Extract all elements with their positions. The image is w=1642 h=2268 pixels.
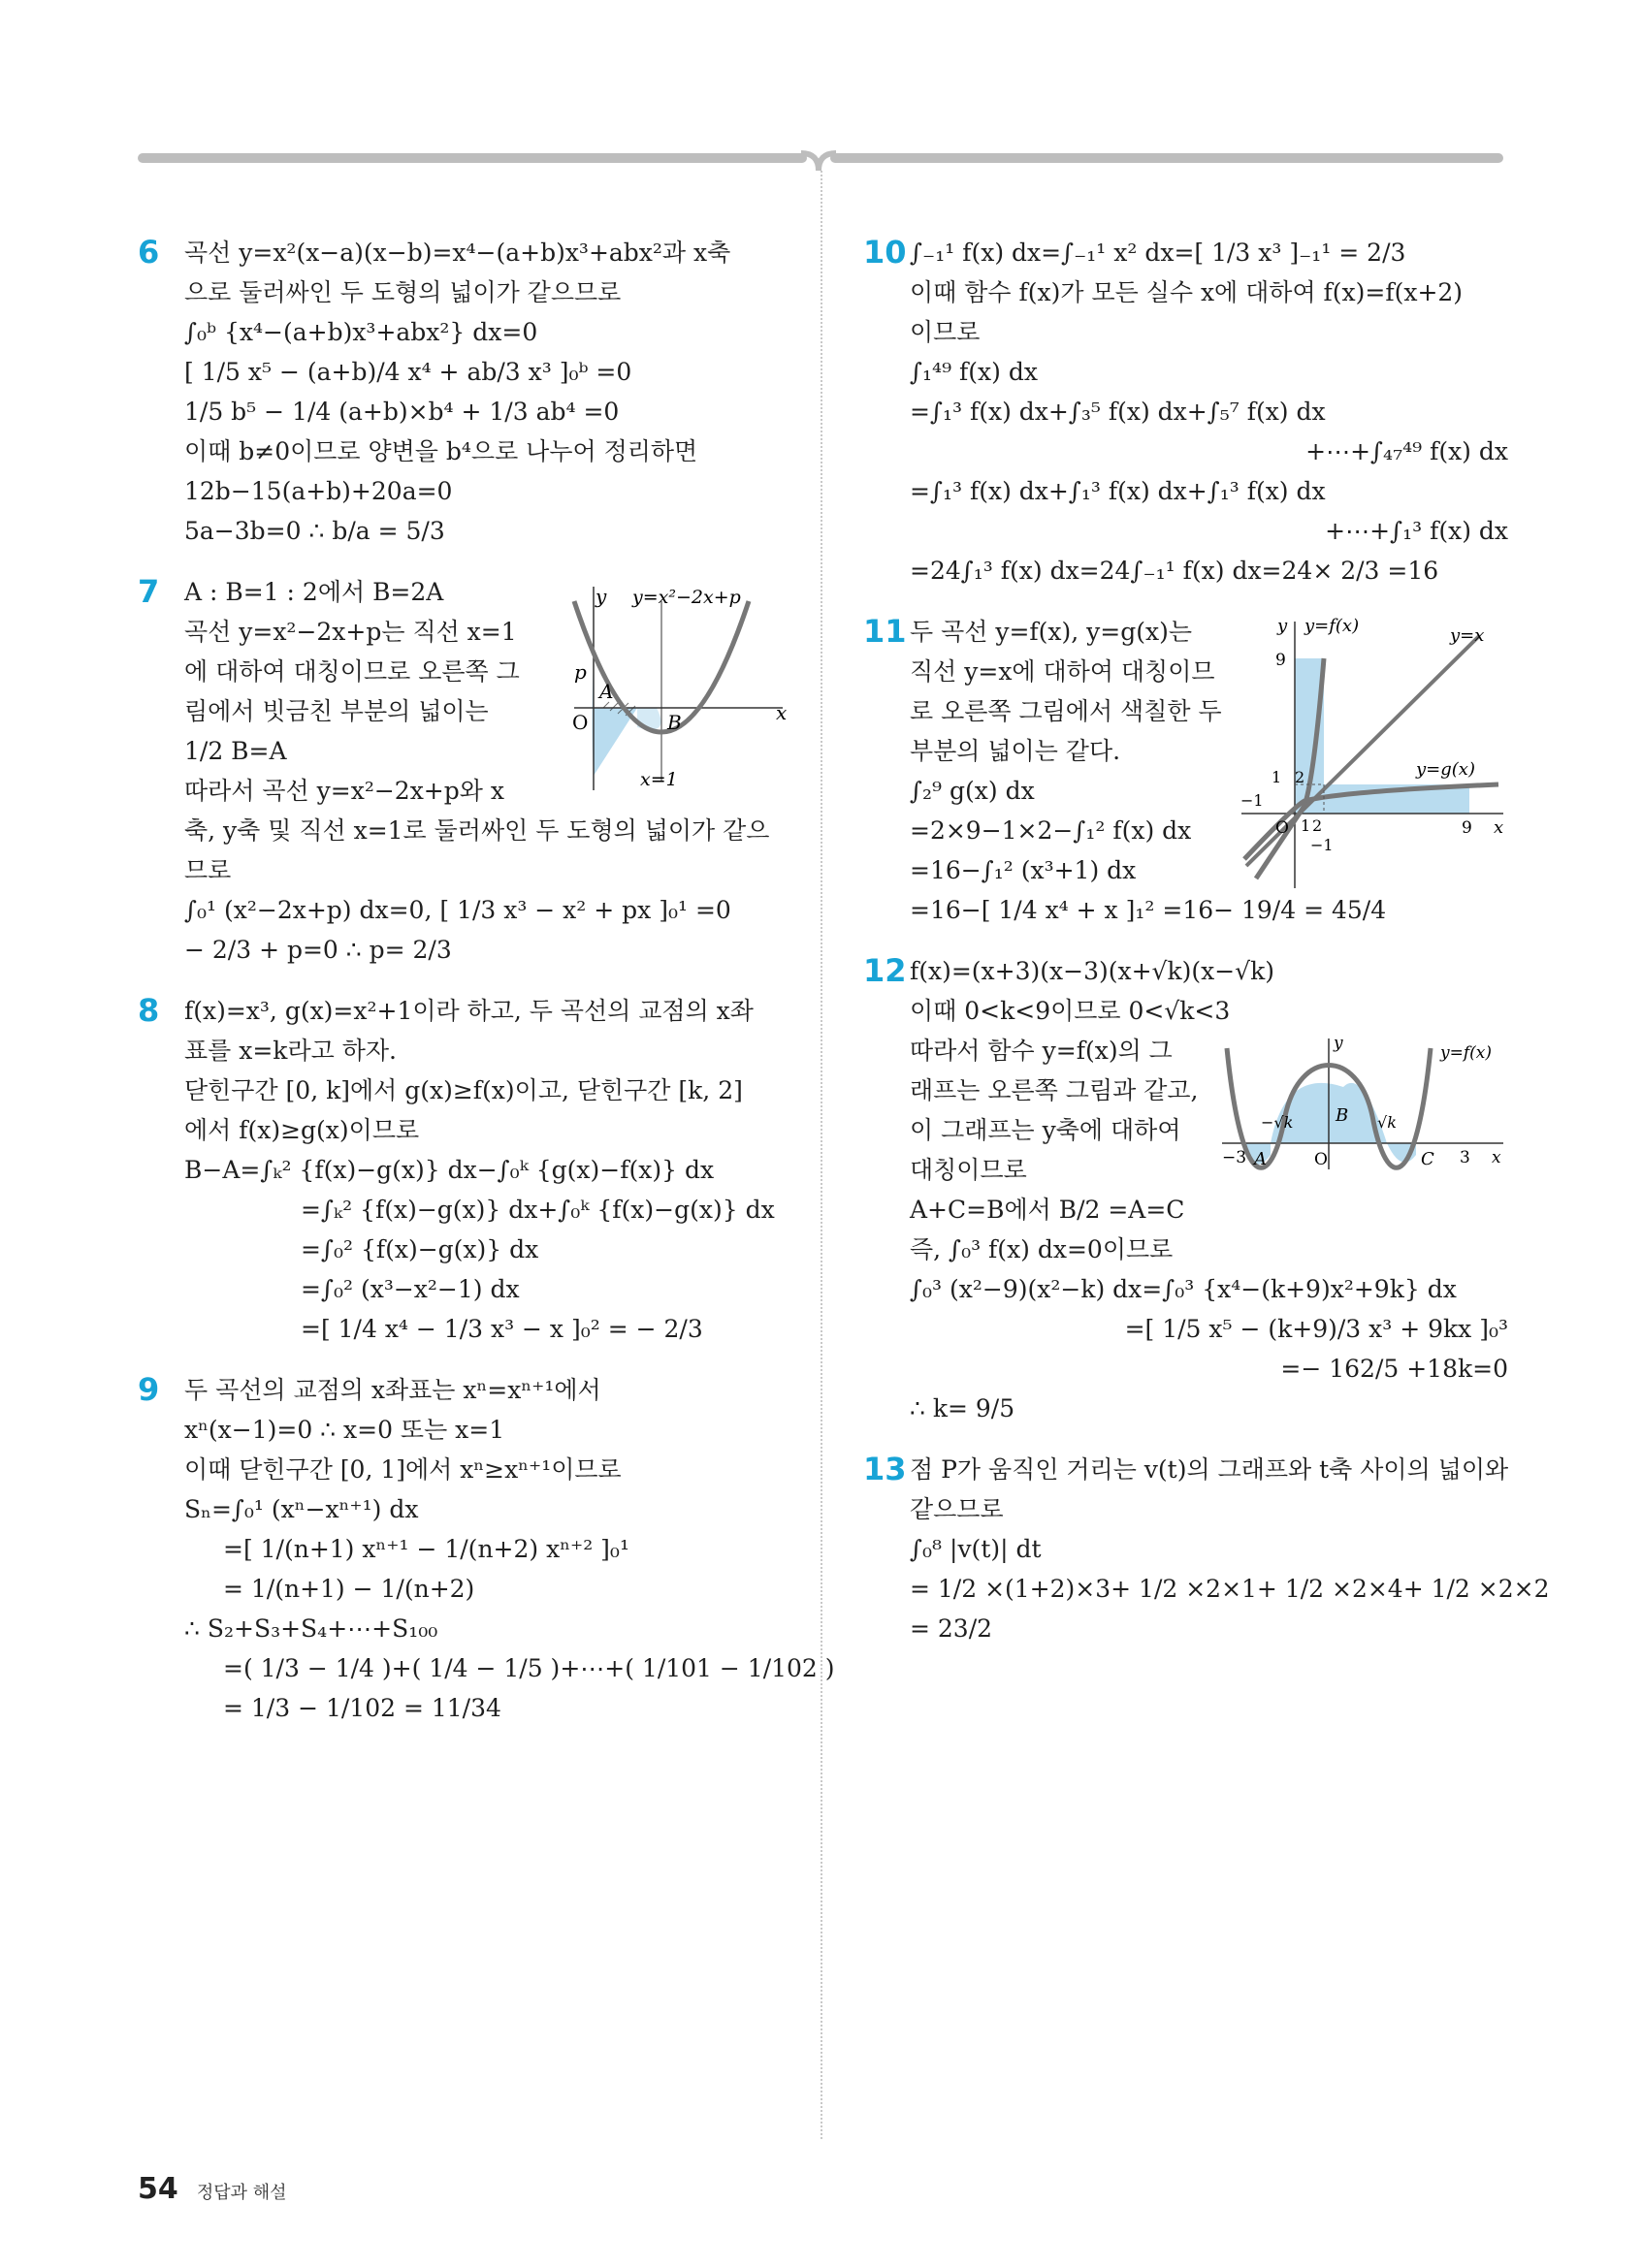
text-line: 이때 함수 f(x)가 모든 실수 x에 대하여 f(x)=f(x+2): [910, 278, 1464, 306]
text-line: ∫₀³ (x²−9)(x²−k) dx=∫₀³ {x⁴−(k+9)x²+9k} dx: [910, 1275, 1457, 1303]
text-line: 이때 닫힌구간 [0, 1]에서 xⁿ≥xⁿ⁺¹이므로: [184, 1455, 622, 1484]
fig11-m1y: −1: [1240, 791, 1264, 810]
text-line: 이때 0<k<9이므로 0<√k<3: [910, 997, 1231, 1025]
text-line: 12b−15(a+b)+20a=0: [184, 477, 453, 505]
text-line: B−A=∫ₖ² {f(x)−g(x)} dx−∫₀ᵏ {g(x)−f(x)} dx: [184, 1156, 715, 1184]
text-line: +⋯+∫₄₇⁴⁹ f(x) dx: [1305, 437, 1508, 465]
fig11-nine-y: 9: [1275, 651, 1286, 670]
text-line: ∫₀⁸ |v(t)| dt: [910, 1535, 1042, 1563]
fig12-p3: 3: [1460, 1148, 1470, 1167]
text-line: 두 곡선의 교점의 x좌표는 xⁿ=xⁿ⁺¹에서: [184, 1376, 601, 1404]
text-line: 부분의 넓이는 같다.: [910, 737, 1121, 765]
fig11-y-label: y: [1277, 616, 1288, 636]
text-line: =∫₁³ f(x) dx+∫₁³ f(x) dx+∫₁³ f(x) dx: [910, 477, 1326, 505]
fig12-x-label: x: [1492, 1148, 1501, 1167]
fig11-two-x: 2: [1312, 816, 1323, 835]
text-line: ∴ S₂+S₃+S₄+⋯+S₁₀₀: [184, 1614, 438, 1643]
fig12-f-label: y=f(x): [1440, 1043, 1492, 1063]
text-line: ∫₁⁴⁹ f(x) dx: [910, 358, 1038, 386]
text-line: 직선 y=x에 대하여 대칭이므: [910, 657, 1215, 686]
fig12-msk: −√k: [1261, 1113, 1294, 1132]
text-line: 이 그래프는 y축에 대하여: [910, 1116, 1181, 1144]
fig11-one-x: 1: [1301, 816, 1311, 835]
problem-number: 7: [138, 573, 160, 610]
text-line: 5a−3b=0 ∴ b/a = 5/3: [184, 517, 445, 545]
text-line: =[ 1/4 x⁴ − 1/3 x³ − x ]₀² = − 2/3: [301, 1315, 703, 1343]
fig7-y-label: y: [596, 585, 607, 608]
quartic-figure: [1217, 1029, 1508, 1174]
column-divider: [821, 171, 822, 2139]
text-line: 즉, ∫₀³ f(x) dx=0이므로: [910, 1235, 1174, 1263]
fig12-y-label: y: [1334, 1034, 1343, 1053]
text-line: 축, y축 및 직선 x=1로 둘러싸인 두 도형의 넓이가 같으: [184, 816, 770, 845]
text-line: = 1/2 ×(1+2)×3+ 1/2 ×2×1+ 1/2 ×2×4+ 1/2 ×2×2: [910, 1575, 1550, 1603]
text-line: =[ 1/(n+1) xⁿ⁺¹ − 1/(n+2) xⁿ⁺² ]₀¹: [223, 1535, 629, 1563]
problem-body: [138, 1370, 835, 1728]
page-footer: [138, 2172, 287, 2206]
text-line: xⁿ(x−1)=0 ∴ x=0 또는 x=1: [184, 1416, 505, 1444]
problem-number: 12: [863, 952, 907, 989]
text-line: = 1/(n+1) − 1/(n+2): [223, 1575, 475, 1603]
text-line: +⋯+∫₁³ f(x) dx: [1325, 517, 1508, 545]
fig11-g-label: y=g(x): [1416, 759, 1475, 780]
text-line: 이때 b≠0이므로 양변을 b⁴으로 나누어 정리하면: [184, 437, 698, 465]
problem-number: 8: [138, 992, 160, 1029]
text-line: =− 162/5 +18k=0: [1280, 1355, 1508, 1383]
fig11-x-label: x: [1494, 817, 1504, 838]
text-line: 로 오른쪽 그림에서 색칠한 두: [910, 697, 1222, 725]
left-column: [138, 233, 835, 1749]
text-line: Sₙ=∫₀¹ (xⁿ−xⁿ⁺¹) dx: [184, 1495, 419, 1523]
text-line: =16−∫₁² (x³+1) dx: [910, 856, 1137, 884]
text-line: 1/5 b⁵ − 1/4 (a+b)×b⁴ + 1/3 ab⁴ =0: [184, 398, 620, 426]
text-line: =∫₀² {f(x)−g(x)} dx: [301, 1235, 539, 1263]
fig11-origin: O: [1275, 818, 1289, 838]
fig12-psk: √k: [1377, 1113, 1397, 1132]
problem-number: 11: [863, 613, 907, 650]
fig12-area-a: A: [1254, 1149, 1267, 1169]
text-line: 따라서 곡선 y=x²−2x+p와 x: [184, 777, 504, 805]
text-line: = 1/3 − 1/102 = 11/34: [223, 1694, 501, 1722]
problem-number: 10: [863, 234, 907, 271]
problem-10: [863, 233, 1508, 591]
fig11-nine-x: 9: [1462, 818, 1472, 838]
right-column: [863, 233, 1550, 1670]
problem-12: [863, 951, 1508, 1428]
text-line: f(x)=x³, g(x)=x²+1이라 하고, 두 곡선의 교점의 x좌: [184, 997, 754, 1025]
problem-body: [863, 233, 1508, 591]
fig7-area-b: B: [667, 711, 682, 734]
fig7-origin-label: O: [572, 711, 589, 734]
text-line: 래프는 오른쪽 그림과 같고,: [910, 1076, 1199, 1104]
text-line: =24∫₁³ f(x) dx=24∫₋₁¹ f(x) dx=24× 2/3 =16: [910, 557, 1439, 585]
fig11-one: 1: [1272, 768, 1282, 786]
problem-11: [863, 612, 1508, 930]
text-line: 으로 둘러싸인 두 도형의 넓이가 같으므로: [184, 278, 622, 306]
fig7-x-label: x: [776, 701, 788, 724]
text-line: 점 P가 움직인 거리는 v(t)의 그래프와 t축 사이의 넓이와: [910, 1455, 1509, 1484]
fig12-area-c: C: [1421, 1149, 1434, 1169]
text-line: 두 곡선 y=f(x), y=g(x)는: [910, 618, 1192, 646]
text-line: 따라서 함수 y=f(x)의 그: [910, 1037, 1173, 1065]
problem-body: [138, 991, 786, 1349]
problem-number: 9: [138, 1371, 160, 1408]
page-number: 54: [138, 2172, 178, 2206]
text-line: 대칭이므로: [910, 1156, 1027, 1184]
top-bar-notch: [801, 151, 836, 173]
problem-body: [863, 1450, 1550, 1648]
text-line: = 23/2: [910, 1614, 993, 1643]
text-line: 림에서 빗금친 부분의 넓이는: [184, 697, 489, 725]
fig11-m1x: −1: [1310, 836, 1334, 854]
text-line: =[ 1/5 x⁵ − (k+9)/3 x³ + 9kx ]₀³: [1124, 1315, 1508, 1343]
problem-13: [863, 1450, 1550, 1648]
text-line: 이므로: [910, 318, 981, 346]
top-bar-left: [138, 153, 807, 163]
problem-7: [138, 572, 786, 970]
problem-6: [138, 233, 786, 551]
text-line: 므로: [184, 856, 232, 884]
text-line: ∴ k= 9/5: [910, 1394, 1015, 1422]
fig11-f-label: y=f(x): [1304, 616, 1360, 636]
fig7-curve-label: y=x²−2x+p: [632, 587, 741, 608]
text-line: 에서 f(x)≥g(x)이므로: [184, 1116, 420, 1144]
text-line: =∫₁³ f(x) dx+∫₃⁵ f(x) dx+∫₅⁷ f(x) dx: [910, 398, 1326, 426]
text-line: =∫₀² (x³−x²−1) dx: [301, 1275, 520, 1303]
text-line: =2×9−1×2−∫₁² f(x) dx: [910, 816, 1192, 845]
fig11-two: 2: [1295, 768, 1305, 786]
problem-number: 6: [138, 234, 160, 271]
text-line: [ 1/5 x⁵ − (a+b)/4 x⁴ + ab/3 x³ ]₀ᵇ =0: [184, 358, 632, 386]
text-line: =( 1/3 − 1/4 )+( 1/4 − 1/5 )+⋯+( 1/101 − 1/102 ): [223, 1654, 835, 1682]
fig12-m3: −3: [1222, 1148, 1247, 1167]
text-line: A+C=B에서 B/2 =A=C: [910, 1196, 1185, 1224]
fig7-p-label: p: [574, 660, 587, 684]
problem-number: 13: [863, 1451, 907, 1487]
top-bar-right: [830, 153, 1503, 163]
text-line: 1/2 B=A: [184, 737, 287, 765]
text-line: 닫힌구간 [0, k]에서 g(x)≥f(x)이고, 닫힌구간 [k, 2]: [184, 1076, 743, 1104]
text-line: A : B=1 : 2에서 B=2A: [184, 578, 444, 606]
text-line: =16−[ 1/4 x⁴ + x ]₁² =16− 19/4 = 45/4: [910, 896, 1387, 924]
fig12-area-b: B: [1336, 1105, 1349, 1126]
text-line: ∫₀ᵇ {x⁴−(a+b)x³+abx²} dx=0: [184, 318, 538, 346]
text-line: ∫₂⁹ g(x) dx: [910, 777, 1035, 805]
text-line: ∫₋₁¹ f(x) dx=∫₋₁¹ x² dx=[ 1/3 x³ ]₋₁¹ = 2/3: [910, 239, 1406, 267]
text-line: ∫₀¹ (x²−2x+p) dx=0, [ 1/3 x³ − x² + px ]₀¹ =0: [184, 896, 731, 924]
fig7-area-a: A: [599, 680, 614, 703]
problem-8: [138, 991, 786, 1349]
fig11-line-label: y=x: [1450, 625, 1485, 646]
text-line: f(x)=(x+3)(x−3)(x+√k)(x−√k): [910, 957, 1274, 985]
text-line: 에 대하여 대칭이므로 오른쪽 그: [184, 657, 520, 686]
problem-9: [138, 1370, 835, 1728]
footer-label: 정답과 해설: [196, 2183, 287, 2203]
text-line: 표를 x=k라고 하자.: [184, 1037, 397, 1065]
text-line: 같으므로: [910, 1495, 1004, 1523]
text-line: − 2/3 + p=0 ∴ p= 2/3: [184, 936, 452, 964]
text-line: =∫ₖ² {f(x)−g(x)} dx+∫₀ᵏ {f(x)−g(x)} dx: [301, 1196, 775, 1224]
problem-body: [138, 233, 786, 551]
fig7-x1-label: x=1: [640, 769, 678, 790]
text-line: 곡선 y=x²−2x+p는 직선 x=1: [184, 618, 517, 646]
problem-body: [863, 951, 1508, 1428]
inverse-functions-figure: [1237, 612, 1508, 893]
text-line: 곡선 y=x²(x−a)(x−b)=x⁴−(a+b)x³+abx²과 x축: [184, 239, 731, 267]
parabola-figure: [564, 572, 786, 795]
fig12-origin: O: [1314, 1150, 1328, 1169]
